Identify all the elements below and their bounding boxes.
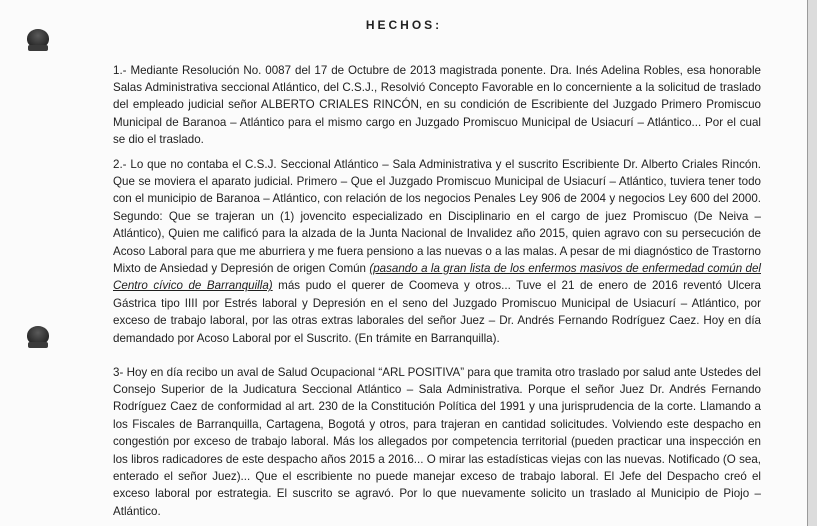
paragraph-2-text-before: 2.- Lo que no contaba el C.S.J. Seccional Atlántico – Sala Administrativa y el suscrito Escribiente Dr. Alberto Criales Rincón. Que se moviera el aparato judicial. Primero – Que el Juzgado Promiscuo Municipal de Usiacurí – Atlántico, tuviera tener todo con el municipio de Baranoa – Atlántico, con relación de los negocios Penales Ley 906 de 2004 y negocios Ley 600 del 2000. Segundo: Que se trajeran un (1) jovencito especializado en Disciplinario en el cargo de juez Promiscuo (De Neiva – Atlántico), Quien me calificó para la alzada de la Junta Nacional de Invalidez año 2015, quien agravo con su persecución de Acoso Laboral para que me aburriera y me fuera pensiono a las nuevas o a las malas. A pesar de mi diagnóstico de Trastorno Mixto de Ansiedad y Depresión de origen Común <box>113 157 761 276</box>
paragraph-2-text-after: más pudo el querer de Coomeva y otros... Tuve el 21 de enero de 2016 reventó Ulcera Gástrica tipo IIII por Estrés laboral y Depresión en el seno del Juzgado Promiscuo Municipal de Usiacurí – Atlántico, por exceso de trabajo laboral, por las otras extras laborales del señor Juez – Dr. Andrés Fernando Rodríguez Caez. Hoy en día demandado por Acoso Laboral por el Suscrito. (En trámite en Barranquilla). <box>113 279 761 345</box>
scan-edge <box>808 0 817 526</box>
paragraph-3: 3- Hoy en día recibo un aval de Salud Ocupacional “ARL POSITIVA” para que tramita otro traslado por salud ante Ustedes del Consejo Superior de la Judicatura Seccional Atlántico – Sala Administrativa. Porque el señor Juez Dr. Andrés Fernando Rodríguez Caez de conformidad al art. 230 de la Constitución Política del 1991 y una jurisprudencia de la corte. Llamando a los Fiscales de Barranquilla, Cartagena, Bogotá y otros, para trajeran en cantidad solicitudes. Volviendo este despacho en congestión por exceso de trabajo laboral. Más los allegados por competencia territorial (pueden practicar una inspección en los libros radicadores de este despacho años 2015 a 2016... O mirar las estadísticas viejas con las nuevas. Notificado (O sea, enterado el señor Juez)... Que el escribiente no puede manejar exceso de trabajo laboral. El Jefe del Despacho creó el exceso laboral por estrategia. El suscrito se agravó. Por lo que nuevamente solicito un traslado al Municipio de Piojo – Atlántico. <box>113 365 761 518</box>
section-title: HECHOS: <box>365 18 443 32</box>
binder-hole-icon <box>27 326 49 345</box>
paragraph-1: 1.- Mediante Resolución No. 0087 del 17 de Octubre de 2013 magistrada ponente. Dra. Inés Adelina Robles, esa honorable Salas Administrativa seccional Atlántico, del C.S.J., Resolvió Concepto Favorable en lo concerniente a la solicitud de traslado del empleado judicial señor ALBERTO CRIALES RINCÓN, en su condición de Escribiente del Juzgado Primero Promiscuo Municipal de Baranoa – Atlántico para el mismo cargo en Juzgado Promiscuo Municipal de Usiacurí – Atlántico... Por el cual se dio el traslado. <box>113 63 761 147</box>
paragraph-2 <box>113 156 761 347</box>
paragraph-2-emphasis: (pasando a la gran lista de los enfermos masivos de enfermedad común del Centro cívico de Barranquilla) <box>113 262 761 293</box>
